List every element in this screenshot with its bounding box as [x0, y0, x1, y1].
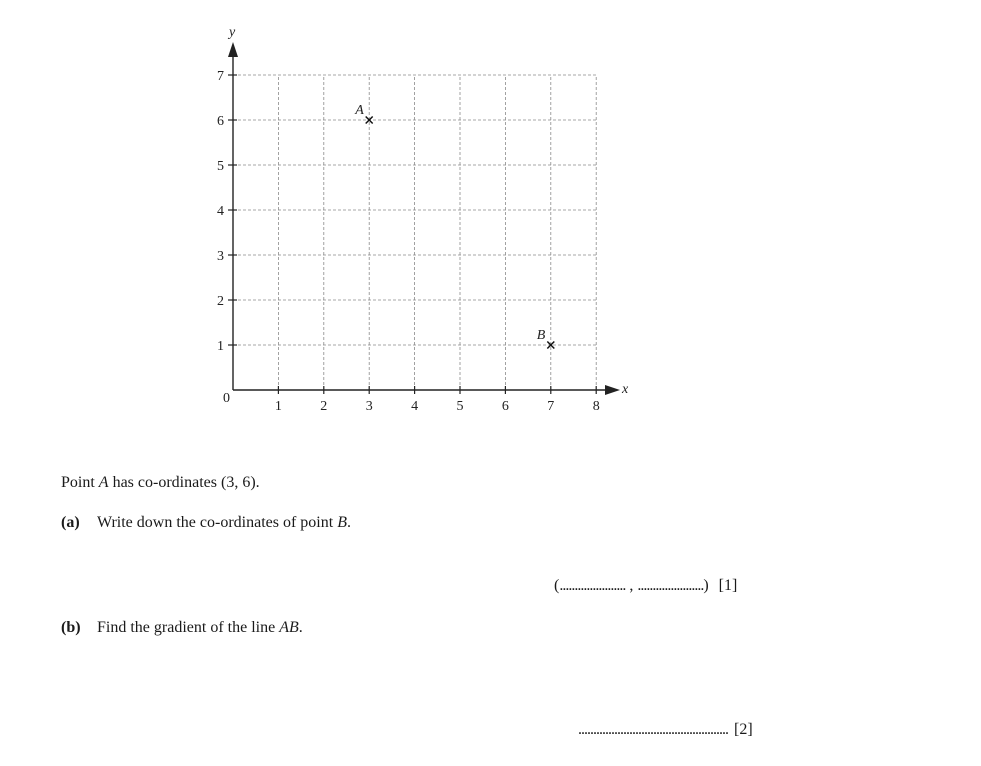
ticks [228, 75, 596, 394]
tick-labels [217, 69, 600, 414]
y-axis-arrow-icon [228, 42, 238, 57]
plotted-points [354, 103, 554, 349]
y-tick-label: 5 [217, 159, 224, 174]
origin-label: 0 [223, 391, 230, 406]
x-tick-label: 4 [411, 399, 419, 414]
x-tick-label: 5 [456, 399, 464, 414]
y-tick-label: 6 [217, 114, 224, 129]
x-axis-label: x [622, 382, 629, 397]
intro-point-var: A [98, 474, 109, 491]
x-tick-label: 7 [547, 399, 555, 414]
x-tick-label: 8 [592, 399, 600, 414]
part-b-label: (b) [61, 619, 81, 636]
y-tick-label: 4 [217, 204, 224, 219]
gradient-answer-blank[interactable]: .................................................. [578, 721, 728, 738]
x-tick-label: 6 [501, 399, 509, 414]
x-axis-arrow-icon [605, 385, 620, 395]
part-b-answer-line[interactable] [578, 721, 753, 739]
part-a-marks: [1] [718, 577, 738, 594]
y-tick-label: 7 [217, 69, 224, 84]
part-a-question: Write down the co-ordinates of point B. [97, 514, 351, 531]
answer-x-blank[interactable]: ...................... [559, 577, 626, 594]
part-b-question: Find the gradient of the line AB. [97, 619, 303, 636]
y-tick-label: 3 [217, 249, 224, 264]
x-tick-label: 2 [320, 399, 328, 414]
x-tick-label: 1 [274, 399, 282, 414]
y-tick-label: 2 [217, 294, 224, 309]
point-a-label: A [355, 103, 364, 118]
y-tick-label: 1 [217, 339, 224, 354]
point-b-label: B [536, 328, 546, 343]
axes [228, 42, 620, 395]
x-tick-label: 3 [365, 399, 373, 414]
part-a-answer-line[interactable]: (...................... , ......................) [1] [554, 577, 738, 594]
y-axis-label: y [229, 25, 236, 40]
answer-y-blank[interactable]: ...................... [637, 577, 704, 594]
part-a-label: (a) [61, 514, 80, 531]
part-b-marks: [2] [734, 721, 753, 738]
question-intro: Point A has co-ordinates (3, 6). [61, 474, 260, 491]
